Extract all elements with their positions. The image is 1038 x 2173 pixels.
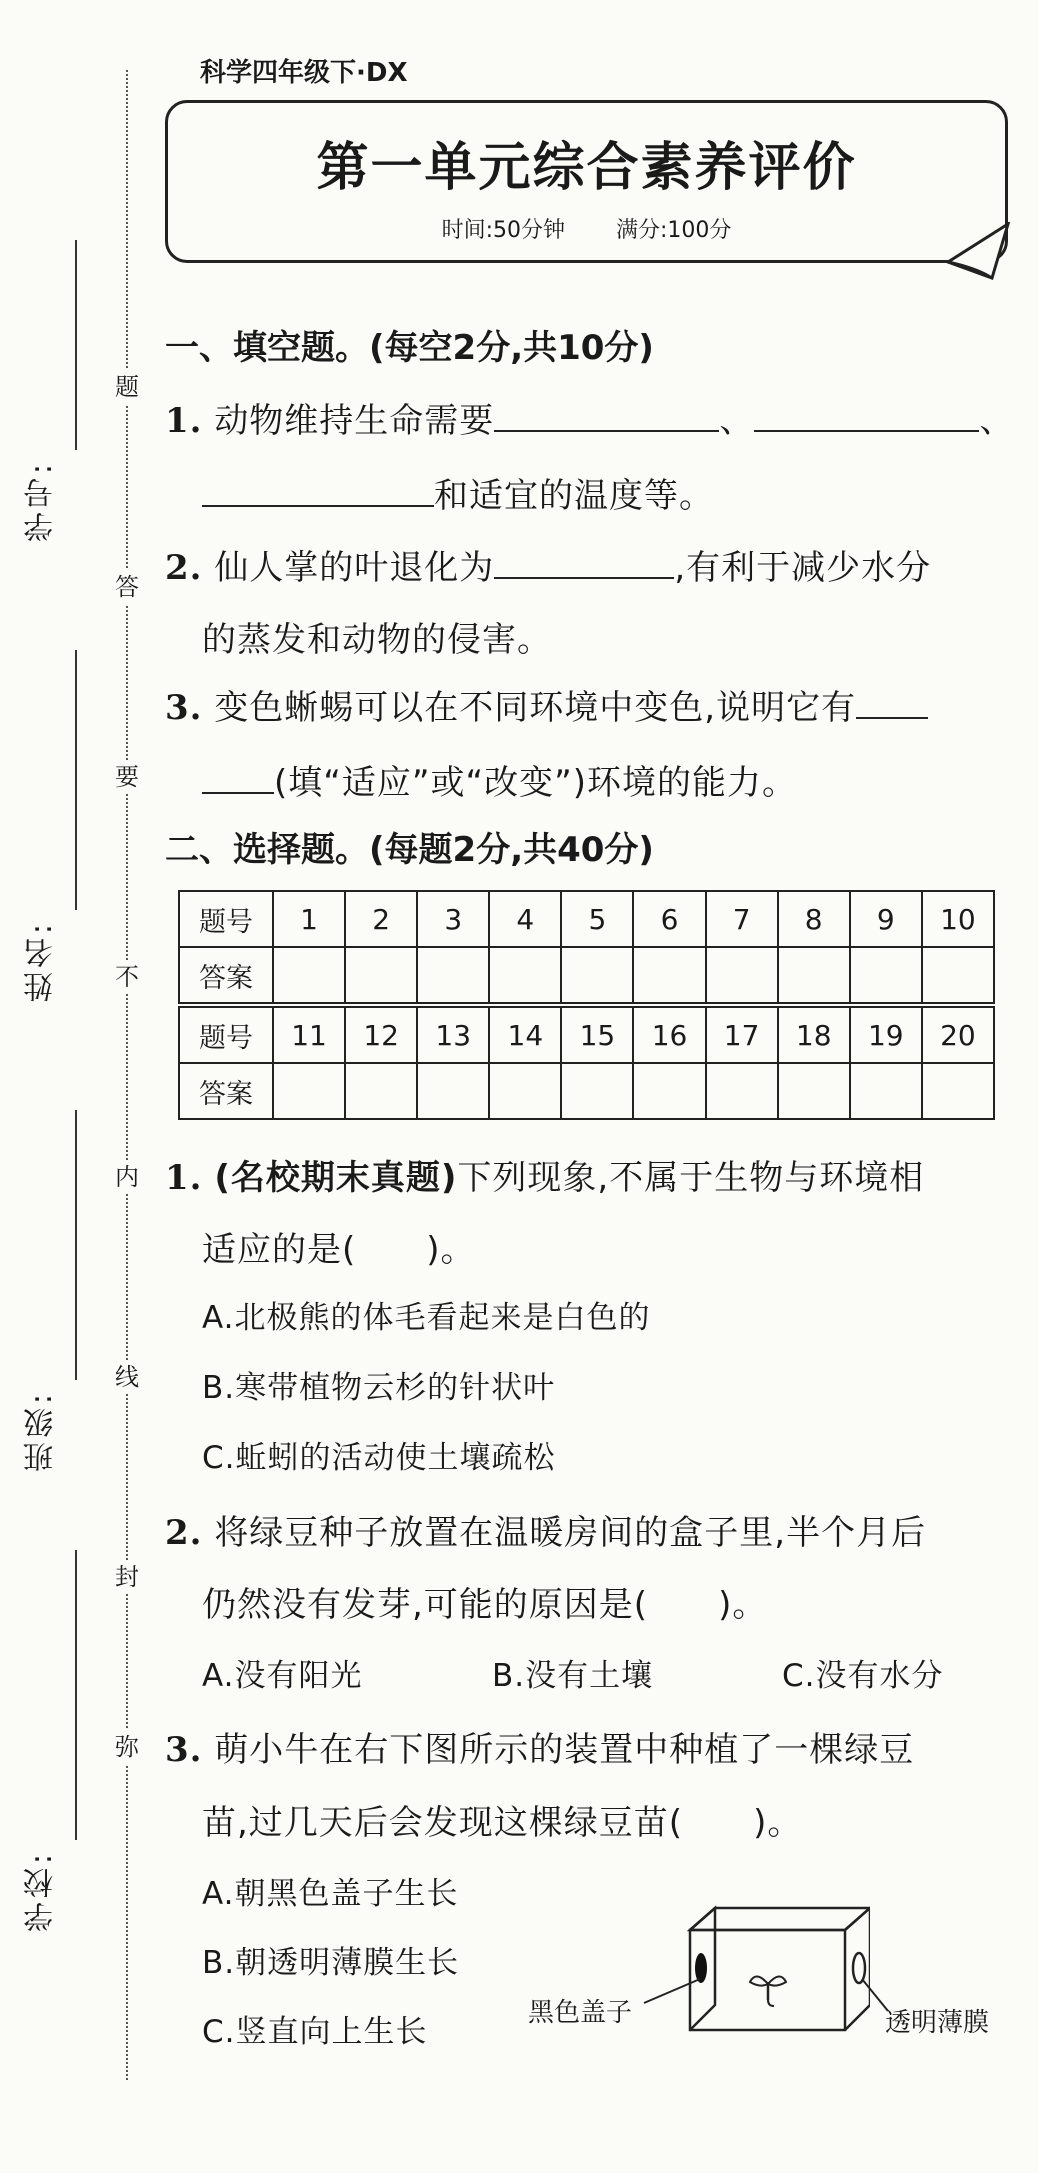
question-number-cell: 6 <box>633 891 705 947</box>
answer-cell[interactable] <box>489 1063 561 1119</box>
answer-cell[interactable] <box>417 1063 489 1119</box>
answer-cell[interactable] <box>850 1063 922 1119</box>
question-number-cell: 4 <box>489 891 561 947</box>
exam-full-score: 满分:100分 <box>616 218 732 243</box>
question-source-tag: (名校期末真题) <box>214 1158 458 1198</box>
question-number-cell: 12 <box>345 1005 417 1063</box>
s1-question-3-cont: (填“适应”或“改变”)环境的能力。 <box>202 755 797 804</box>
student-id-field[interactable] <box>75 240 77 450</box>
question-number-cell: 15 <box>561 1005 633 1063</box>
s1-question-3: 3. 变色蜥蜴可以在不同环境中变色,说明它有 <box>165 680 928 729</box>
question-number-cell: 19 <box>850 1005 922 1063</box>
school-field[interactable] <box>75 1550 77 1840</box>
exam-meta <box>168 213 1005 244</box>
answer-cell[interactable] <box>273 947 345 1005</box>
question-number-cell: 2 <box>345 891 417 947</box>
question-number-cell: 1 <box>273 891 345 947</box>
answer-blank[interactable] <box>494 549 674 579</box>
seal-char: 不 <box>110 960 144 994</box>
answer-cell[interactable] <box>633 1063 705 1119</box>
answer-cell[interactable] <box>417 947 489 1005</box>
class-field[interactable] <box>75 1110 77 1380</box>
s1-question-2-cont: 的蒸发和动物的侵害。 <box>202 620 552 660</box>
answer-cell[interactable] <box>850 947 922 1005</box>
question-number-cell: 11 <box>273 1005 345 1063</box>
student-id-label: 学号: <box>24 460 59 543</box>
answer-cell[interactable] <box>706 947 778 1005</box>
option-a[interactable]: A.朝黑色盖子生长 <box>202 1876 459 1912</box>
table-header-cell: 题号 <box>179 891 273 947</box>
question-number-cell: 10 <box>922 891 994 947</box>
option-c[interactable]: C.没有水分 <box>782 1658 944 1694</box>
question-number-cell: 3 <box>417 891 489 947</box>
name-label: 姓名: <box>24 920 59 1003</box>
table-row <box>179 947 994 1005</box>
answer-cell[interactable] <box>778 1063 850 1119</box>
answer-blank[interactable] <box>856 689 928 719</box>
option-b[interactable]: B.没有土壤 <box>492 1658 654 1694</box>
answer-cell[interactable] <box>922 1063 994 1119</box>
s2-question-1-cont: 适应的是( )。 <box>202 1230 476 1270</box>
label-pointer-line <box>860 1975 890 2015</box>
table-header-cell: 答案 <box>179 947 273 1005</box>
seal-char: 弥 <box>110 1730 144 1764</box>
page-curl-decoration <box>946 222 1016 280</box>
s2-question-3-cont: 苗,过几天后会发现这棵绿豆苗( )。 <box>202 1803 803 1843</box>
answer-cell[interactable] <box>778 947 850 1005</box>
diagram-label-black-cover: 黑色盖子 <box>528 1998 633 2028</box>
question-number-cell: 16 <box>633 1005 705 1063</box>
answer-cell[interactable] <box>561 1063 633 1119</box>
s1-question-1-cont: 和适宜的温度等。 <box>202 468 714 517</box>
title-box <box>165 100 1008 263</box>
option-c[interactable]: C.蚯蚓的活动使土壤疏松 <box>202 1440 556 1476</box>
answer-blank[interactable] <box>202 764 274 794</box>
subject-header: 科学四年级下·DX <box>200 58 408 88</box>
answer-cell[interactable] <box>489 947 561 1005</box>
answer-cell[interactable] <box>345 947 417 1005</box>
table-row <box>179 891 994 947</box>
answer-cell[interactable] <box>633 947 705 1005</box>
diagram-label-transparent-film: 透明薄膜 <box>885 2008 990 2038</box>
question-number-cell: 8 <box>778 891 850 947</box>
option-a[interactable]: A.北极熊的体毛看起来是白色的 <box>202 1300 651 1336</box>
seal-char: 要 <box>110 760 144 794</box>
s2-question-1: 1. (名校期末真题)下列现象,不属于生物与环境相 <box>165 1158 925 1198</box>
table-row <box>179 1063 994 1119</box>
option-b[interactable]: B.寒带植物云杉的针状叶 <box>202 1370 556 1406</box>
page-title: 第一单元综合素养评价 <box>316 138 857 198</box>
exam-time: 时间:50分钟 <box>441 218 565 243</box>
seal-char: 内 <box>110 1160 144 1194</box>
s2-question-2: 2. 将绿豆种子放置在温暖房间的盒子里,半个月后 <box>165 1513 927 1553</box>
label-pointer-line <box>642 1975 702 2005</box>
option-a[interactable]: A.没有阳光 <box>202 1658 363 1694</box>
answer-cell[interactable] <box>922 947 994 1005</box>
table-header-cell: 题号 <box>179 1005 273 1063</box>
s1-question-2: 2. 仙人掌的叶退化为 ,有利于减少水分 <box>165 548 932 588</box>
seal-char: 题 <box>110 370 144 404</box>
answer-blank[interactable] <box>494 402 719 432</box>
option-b[interactable]: B.朝透明薄膜生长 <box>202 1945 460 1981</box>
section1-heading: 一、填空题。(每空2分,共10分) <box>165 328 654 368</box>
school-label: 学校: <box>24 1850 59 1933</box>
question-number-cell: 18 <box>778 1005 850 1063</box>
question-number-cell: 13 <box>417 1005 489 1063</box>
seal-char: 封 <box>110 1560 144 1594</box>
answer-cell[interactable] <box>561 947 633 1005</box>
seal-char: 线 <box>110 1360 144 1394</box>
s2-question-3: 3. 萌小牛在右下图所示的装置中种植了一棵绿豆 <box>165 1730 915 1770</box>
name-field[interactable] <box>75 650 77 910</box>
option-c[interactable]: C.竖直向上生长 <box>202 2014 428 2050</box>
question-number-cell: 17 <box>706 1005 778 1063</box>
answer-table <box>178 890 995 1120</box>
question-number-cell: 20 <box>922 1005 994 1063</box>
question-number-cell: 5 <box>561 891 633 947</box>
s2-question-2-cont: 仍然没有发芽,可能的原因是( )。 <box>202 1585 768 1625</box>
section2-heading: 二、选择题。(每题2分,共40分) <box>165 830 654 870</box>
table-header-cell: 答案 <box>179 1063 273 1119</box>
table-row <box>179 1005 994 1063</box>
seal-char: 答 <box>110 570 144 604</box>
answer-blank[interactable] <box>202 477 434 507</box>
class-label: 班级: <box>24 1390 59 1473</box>
answer-blank[interactable] <box>754 402 979 432</box>
question-number-cell: 14 <box>489 1005 561 1063</box>
answer-cell[interactable] <box>345 1063 417 1119</box>
box-experiment-diagram <box>670 1900 870 2035</box>
question-number-cell: 7 <box>706 891 778 947</box>
question-number-cell: 9 <box>850 891 922 947</box>
answer-cell[interactable] <box>273 1063 345 1119</box>
answer-cell[interactable] <box>706 1063 778 1119</box>
s1-question-1: 1. 动物维持生命需要 、 、 <box>165 401 1015 441</box>
